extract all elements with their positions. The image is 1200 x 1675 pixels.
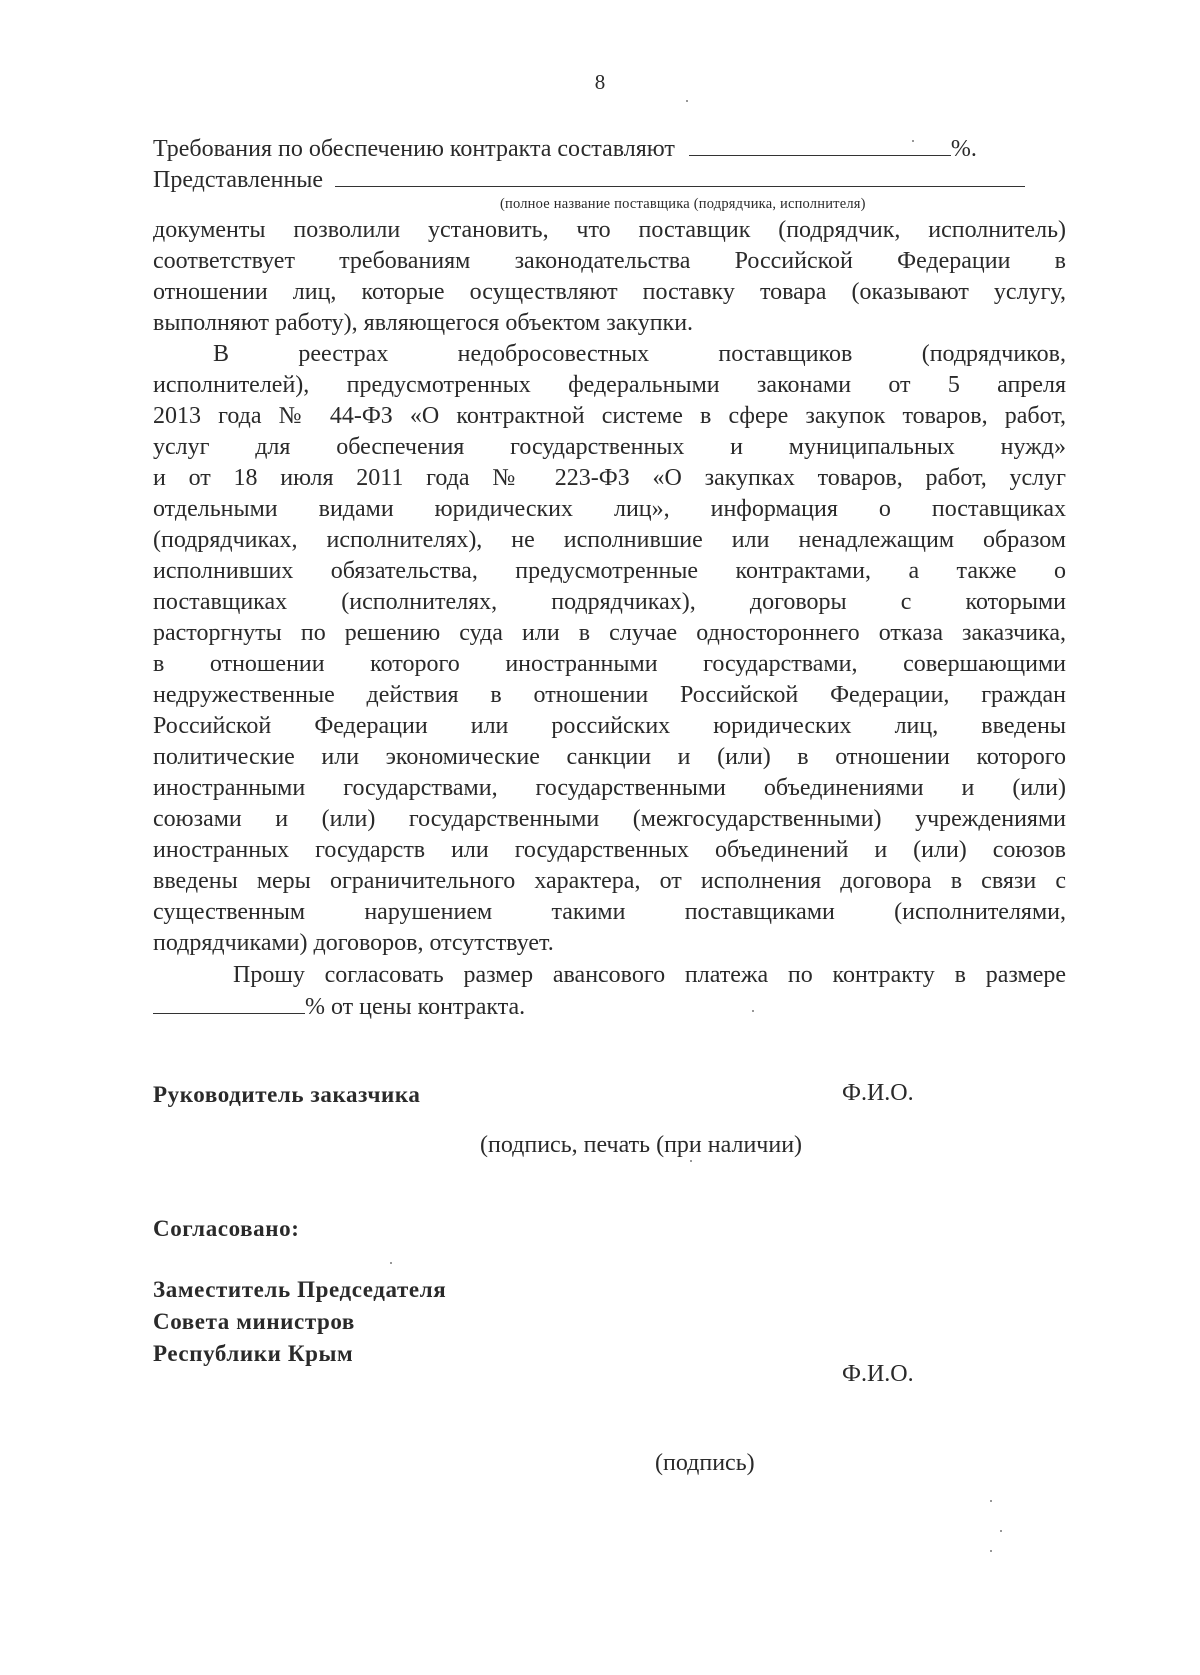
agreed-label: Согласовано: <box>153 1216 300 1241</box>
paragraph-2 <box>153 339 1066 959</box>
supplier-name-blank <box>335 164 1025 187</box>
scan-speck <box>686 100 688 102</box>
advance-percent-suffix: % от цены контракта. <box>305 994 526 1020</box>
paragraph-2-line: Российской Федерации или российских юридических лиц, введены <box>153 713 1066 739</box>
paragraph-2-line: существенным нарушением такими поставщиками (исполнителями, <box>153 899 1066 925</box>
paragraph-2-line: союзами и (или) государственными (межгосударственными) учреждениями <box>153 806 1066 832</box>
paragraph-3 <box>153 960 1066 1022</box>
advance-percent-blank <box>153 991 305 1014</box>
paragraph-2-line: отдельными видами юридических лиц», информация о поставщиках <box>153 496 1066 522</box>
scan-speck <box>990 1550 992 1552</box>
scan-speck <box>990 1500 992 1502</box>
supplier-name-caption: (полное название поставщика (подрядчика, исполнителя) <box>500 196 866 212</box>
paragraph-2-line: в отношении которого иностранными государствами, совершающими <box>153 651 1066 677</box>
deputy-title-line-3: Республики Крым <box>153 1341 354 1366</box>
paragraph-1-line: соответствует требованиям законодательства Российской Федерации в <box>153 248 1066 274</box>
scan-speck <box>390 1262 392 1264</box>
customer-head-signature-caption: (подпись, печать (при наличии) <box>480 1132 803 1158</box>
scan-speck <box>1000 1530 1002 1532</box>
paragraph-1-line: выполняют работу), являющегося объектом закупки. <box>153 310 694 336</box>
deputy-signature-caption: (подпись) <box>655 1450 755 1476</box>
paragraph-2-line: (подрядчиках, исполнителях), не исполнившие или ненадлежащим образом <box>153 527 1066 553</box>
paragraph-2-line: исполнителей), предусмотренных федеральными законами от 5 апреля <box>153 372 1066 398</box>
paragraph-2-line: исполнивших обязательства, предусмотренные контрактами, а также о <box>153 558 1066 584</box>
submitted-line <box>153 164 1066 195</box>
paragraph-2-line: политические или экономические санкции и (или) в отношении которого <box>153 744 1066 770</box>
submitted-label: Представленные <box>153 167 324 193</box>
scan-speck <box>912 140 914 142</box>
paragraph-2-line: и от 18 июля 2011 года № 223-ФЗ «О закупках товаров, работ, услуг <box>153 465 1066 491</box>
paragraph-2-line: 2013 года № 44-ФЗ «О контрактной системе в сфере закупок товаров, работ, <box>153 403 1066 429</box>
deputy-title-line-2: Совета министров <box>153 1309 355 1334</box>
paragraph-2-line: иностранных государств или государственных объединений и (или) союзов <box>153 837 1066 863</box>
header-block <box>153 133 1066 195</box>
contract-security-blank <box>689 133 951 156</box>
customer-head-label: Руководитель заказчика <box>153 1082 421 1107</box>
contract-security-text: Требования по обеспечению контракта составляют <box>153 136 675 162</box>
advance-payment-line: Прошу согласовать размер авансового платежа по контракту в размере <box>233 962 1066 988</box>
paragraph-2-line: поставщиках (исполнителях, подрядчиках), договоры с которыми <box>153 589 1066 615</box>
deputy-fio: Ф.И.О. <box>842 1361 914 1387</box>
paragraph-1-line: отношении лиц, которые осуществляют поставку товара (оказывают услугу, <box>153 279 1066 305</box>
paragraph-2-line: иностранными государствами, государственными объединениями и (или) <box>153 775 1066 801</box>
paragraph-2-line: недружественные действия в отношении Российской Федерации, граждан <box>153 682 1066 708</box>
contract-security-suffix: %. <box>950 136 977 162</box>
paragraph-2-line: услуг для обеспечения государственных и муниципальных нужд» <box>153 434 1066 460</box>
paragraph-2-line: подрядчиками) договоров, отсутствует. <box>153 930 554 956</box>
page-number: 8 <box>594 70 606 94</box>
paragraph-1 <box>153 215 1066 339</box>
paragraph-2-line: В реестрах недобросовестных поставщиков (подрядчиков, <box>213 341 1066 367</box>
scan-speck <box>752 1010 754 1012</box>
paragraph-2-line: расторгнуты по решению суда или в случае одностороннего отказа заказчика, <box>153 620 1066 646</box>
paragraph-1-line: документы позволили установить, что поставщик (подрядчик, исполнитель) <box>153 217 1066 243</box>
contract-security-line <box>153 133 1066 164</box>
paragraph-2-line: введены меры ограничительного характера, от исполнения договора в связи с <box>153 868 1066 894</box>
customer-head-fio: Ф.И.О. <box>842 1080 914 1106</box>
advance-percent-line <box>153 991 1066 1022</box>
deputy-title-line-1: Заместитель Председателя <box>153 1277 447 1302</box>
scan-speck <box>690 1160 692 1162</box>
